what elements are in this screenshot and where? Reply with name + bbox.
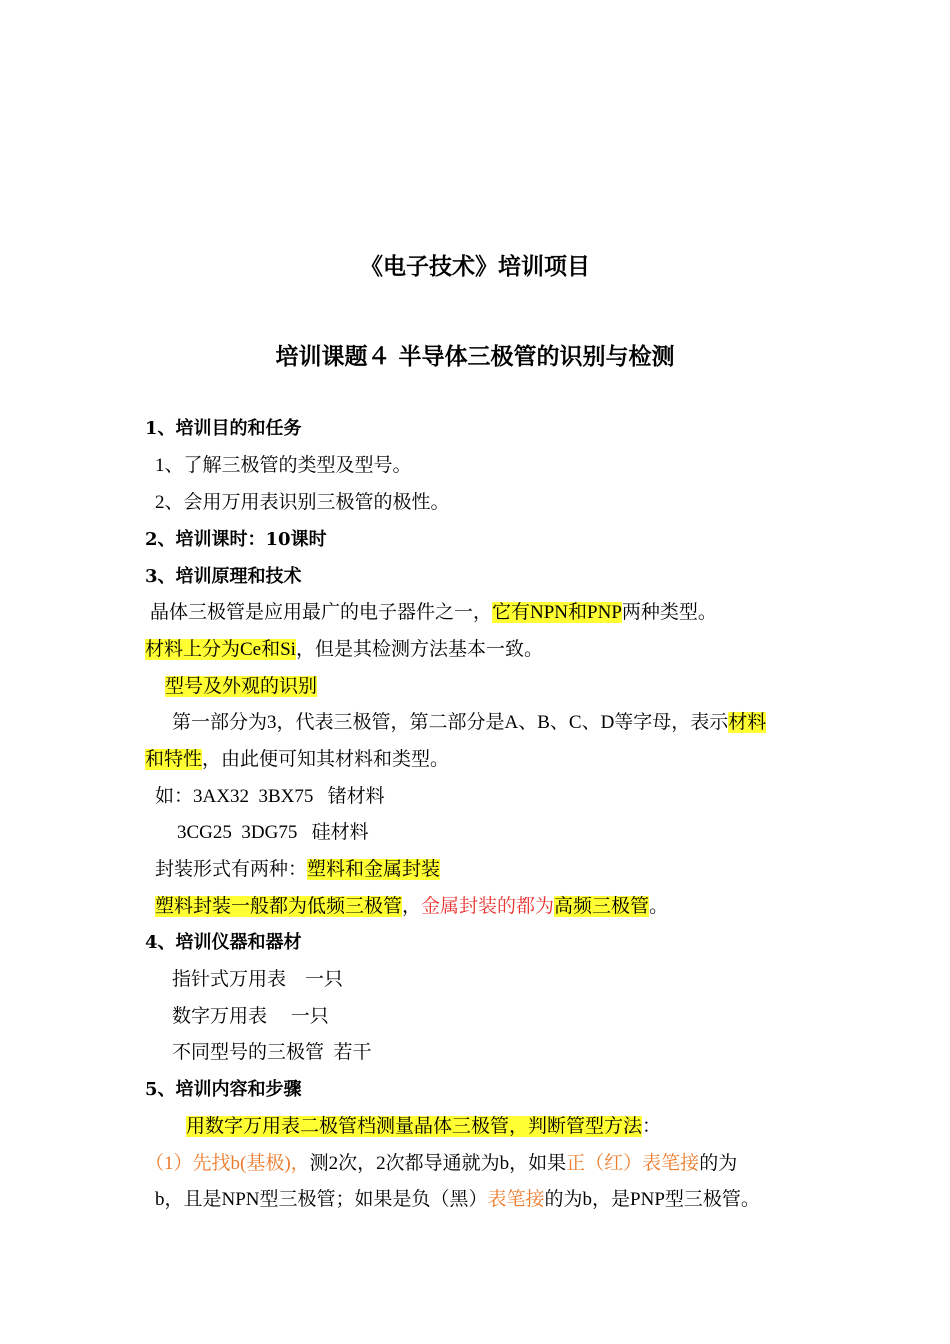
orange-text: 正（红）表笔接 — [566, 1153, 700, 1174]
orange-text: 表笔接 — [487, 1189, 545, 1210]
section-2-heading: 2、培训课时：10课时 — [145, 529, 327, 550]
text-run: 的为b，是PNP型三极管。 — [544, 1189, 760, 1210]
highlighted-text: 高频三极管 — [554, 896, 650, 917]
highlighted-text: 塑料和金属封装 — [307, 859, 441, 880]
text-run: ，但是其检测方法基本一致。 — [295, 639, 543, 660]
section-1-item-2: 2、会用万用表识别三极管的极性。 — [155, 492, 450, 513]
orange-text: （1）先找b(基极)， — [145, 1153, 310, 1174]
text-run: ，由此便可知其材料和类型。 — [202, 749, 450, 770]
section-4-heading: 4、培训仪器和器材 — [145, 932, 302, 953]
section-5-step-1-cont — [155, 1187, 760, 1213]
text-run: 第一部分为3，代表三极管，第二部分是A、B、C、D等字母，表示 — [172, 712, 729, 733]
equipment-item-2: 数字万用表 一只 — [172, 1006, 329, 1027]
red-text: 金属封装的都为 — [421, 896, 555, 917]
section-3-package-detail — [155, 894, 668, 920]
highlighted-text: 型号及外观的识别 — [165, 676, 318, 697]
equipment-item-1: 指针式万用表 一只 — [172, 969, 344, 990]
document-title: 《电子技术》培训项目 — [360, 254, 590, 280]
highlighted-text: 它有NPN和PNP — [492, 602, 622, 623]
section-3-example-2: 3CG25 3DG75 硅材料 — [177, 822, 369, 843]
highlighted-text: 塑料封装一般都为低频三极管 — [155, 896, 403, 917]
text-run: ， — [402, 896, 422, 917]
text-run: ： — [642, 1116, 662, 1137]
section-3-paragraph-1 — [150, 600, 717, 626]
section-3-paragraph-4 — [145, 747, 449, 773]
text-run: 晶体三极管是应用最广的电子器件之一， — [150, 602, 493, 623]
section-3-heading: 3、培训原理和技术 — [145, 566, 302, 587]
highlighted-text: 材料上分为Ce和Si — [145, 639, 296, 660]
section-5-intro — [186, 1114, 661, 1140]
section-5-step-1 — [145, 1151, 737, 1177]
section-3-example-1: 如：3AX32 3BX75 锗材料 — [155, 786, 385, 807]
highlighted-text: 用数字万用表二极管档测量晶体三极管，判断管型方法 — [186, 1116, 643, 1137]
equipment-item-3: 不同型号的三极管 若干 — [172, 1042, 372, 1063]
text-run: 两种类型。 — [621, 602, 717, 623]
document-subtitle: 培训课题４ 半导体三极管的识别与检测 — [275, 344, 675, 370]
text-run: 封装形式有两种： — [155, 859, 308, 880]
text-run: 。 — [649, 896, 669, 917]
highlighted-text: 和特性 — [145, 749, 203, 770]
section-1-heading: 1、培训目的和任务 — [145, 418, 302, 439]
section-3-subheading — [165, 674, 317, 700]
text-run: 测2次，2次都导通就为b，如果 — [309, 1153, 567, 1174]
section-3-paragraph-3 — [172, 710, 766, 736]
section-5-heading: 5、培训内容和步骤 — [145, 1079, 302, 1100]
section-3-paragraph-2 — [145, 637, 543, 663]
section-3-package-line — [155, 857, 440, 883]
text-run: b，且是NPN型三极管；如果是负（黑） — [155, 1189, 488, 1210]
section-1-item-1: 1、了解三极管的类型及型号。 — [155, 455, 412, 476]
text-run: 的为 — [699, 1153, 738, 1174]
highlighted-text: 材料 — [728, 712, 767, 733]
